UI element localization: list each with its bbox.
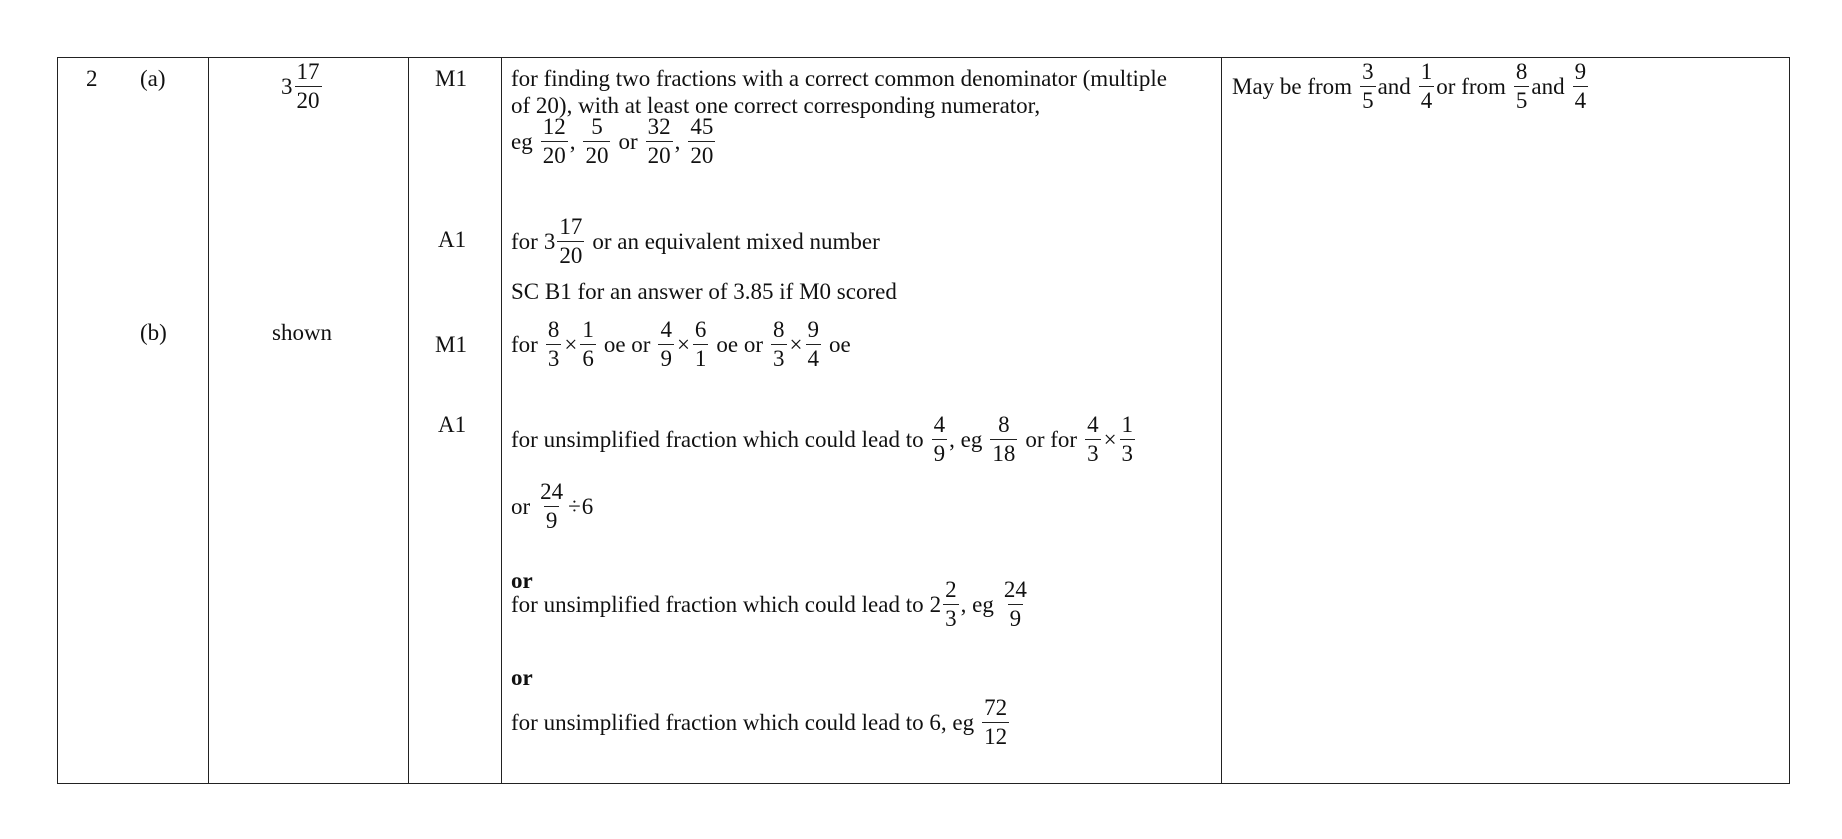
m1-a-line2: of 20), with at least one correct corresponding numerator, (511, 93, 1041, 118)
fraction: $\frac{1}{3}$ (1121, 412, 1134, 467)
fraction: $\frac{8}{3}$ (547, 317, 560, 372)
a1-b-line1: for unsimplified fraction which could lead to $\frac{4}{9}$ , eg $\frac{8}{18}$ or for $\frac{4}{3}$ × $\frac{1}{3}$ (511, 412, 1134, 467)
column-divider (501, 58, 502, 783)
fraction: $\frac{9}{4}$ (807, 317, 820, 372)
column-divider (408, 58, 409, 783)
a1-b-line2: or $\frac{24}{9}$ ÷ 6 (511, 479, 594, 534)
fraction: $\frac{17}{20}$ (559, 214, 583, 269)
m1-a-examples: eg $\frac{12}{20}$ , $\frac{5}{20}$ or $\frac{32}{20}$ , $\frac{45}{20}$ (511, 114, 714, 169)
fraction: $\frac{8}{5}$ (1515, 59, 1528, 114)
mark-code-m1-a: M1 (435, 66, 467, 91)
answer-whole: 3 (281, 73, 293, 99)
fraction: $\frac{45}{20}$ (690, 114, 714, 169)
fraction: $\frac{8}{3}$ (773, 317, 785, 372)
answer-a (281, 60, 324, 113)
fraction: $\frac{3}{5}$ (1362, 59, 1374, 114)
fraction: $\frac{24}{9}$ (1003, 577, 1027, 632)
fraction: $\frac{6}{1}$ (694, 317, 707, 372)
fraction: $\frac{12}{20}$ (542, 114, 566, 169)
fraction: $\frac{5}{20}$ (585, 114, 609, 169)
fraction: $\frac{4}{3}$ (1087, 412, 1099, 467)
mark-code-a1-a: A1 (438, 227, 467, 252)
fraction: $\frac{72}{12}$ (984, 695, 1008, 750)
fraction: $\frac{2}{3}$ (945, 577, 957, 632)
fraction: $\frac{4}{9}$ (660, 317, 672, 372)
fraction: $\frac{1}{4}$ (1420, 59, 1433, 114)
guidance-column (511, 58, 1216, 783)
fraction: $\frac{8}{18}$ (992, 412, 1016, 467)
a1-a-line1: for 3 $\frac{17}{20}$ or an equivalent mixed number (511, 214, 880, 269)
column-divider (1221, 58, 1222, 783)
a1-b-line3: for unsimplified fraction which could lead to 2 $\frac{2}{3}$ , eg $\frac{24}{9}$ (511, 577, 1027, 632)
m1-a-line1: for finding two fractions with a correct common denominator (multiple (511, 66, 1167, 91)
mark-scheme-table (57, 57, 1790, 784)
mark-code-m1-b: M1 (435, 332, 467, 357)
answer-fraction: $\frac{17}{20}$ (296, 59, 320, 114)
m1-b-line: for $\frac{8}{3}$ × $\frac{1}{6}$ oe or $\frac{4}{9}$ × $\frac{6}{1}$ oe or $\frac{8}{3}$ × $\frac{9}{4}$ oe (511, 317, 851, 372)
or-connector: or (511, 665, 533, 690)
fraction: $\frac{24}{9}$ (540, 479, 564, 534)
question-number: 2 (86, 66, 98, 91)
answer-b: shown (272, 320, 333, 345)
a1-a-special-case: SC B1 for an answer of 3.85 if M0 scored (511, 279, 897, 304)
fraction: $\frac{32}{20}$ (647, 114, 671, 169)
a1-b-line4: for unsimplified fraction which could lead to 6, eg $\frac{72}{12}$ (511, 695, 1008, 750)
mark-code-a1-b: A1 (438, 412, 467, 437)
or-connector: or (511, 568, 533, 593)
fraction: $\frac{9}{4}$ (1574, 59, 1587, 114)
part-a-label: (a) (140, 66, 166, 91)
additional-guidance: May be from $\frac{3}{5}$ and $\frac{1}{4}$ or from $\frac{8}{5}$ and $\frac{9}{4}$ (1232, 59, 1587, 114)
part-b-label: (b) (140, 320, 167, 345)
column-divider (208, 58, 209, 783)
fraction: $\frac{1}{6}$ (582, 317, 594, 372)
fraction: $\frac{4}{9}$ (933, 412, 946, 467)
